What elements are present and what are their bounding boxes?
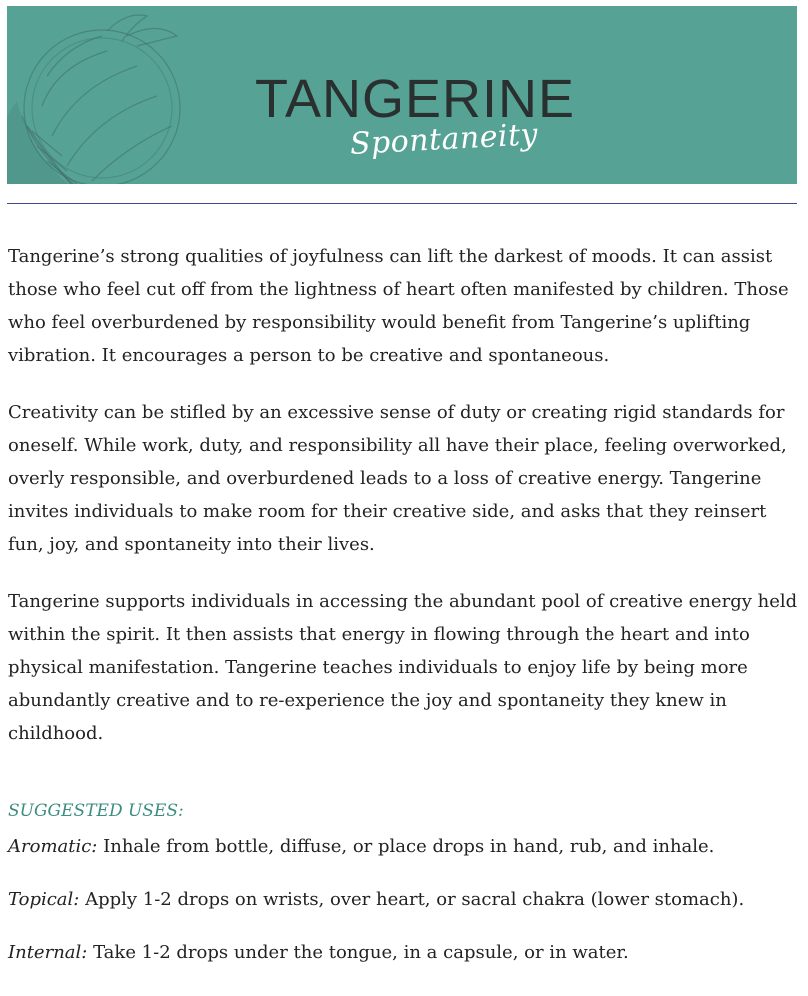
use-label: Aromatic: (8, 836, 98, 857)
use-topical (8, 883, 800, 916)
suggested-uses-heading: SUGGESTED USES: (8, 801, 184, 821)
tangerine-fruit-illustration-icon (7, 6, 207, 184)
article-body (8, 240, 800, 989)
use-internal (8, 936, 800, 969)
use-text: Take 1-2 drops under the tongue, in a capsule, or in water. (87, 942, 629, 963)
page-subtitle: Spontaneity (349, 117, 539, 162)
paragraph-creativity: Creativity can be stifled by an excessive sense of duty or creating rigid standards for oneself. While work, duty, and responsibility all have their place, feeling overworked, overly responsible, and overburdened leads to a loss of creative energy. Tangerine invites individuals to make room for their creative side, and asks that they reinsert fun, joy, and spontaneity into their lives. (8, 402, 787, 555)
use-text: Inhale from bottle, diffuse, or place drops in hand, rub, and inhale. (97, 836, 715, 857)
page-title: TANGERINE (255, 69, 576, 129)
header-banner (7, 6, 797, 184)
paragraph-abundance: Tangerine supports individuals in accessing the abundant pool of creative energy held within the spirit. It then assists that energy in flowing through the heart and into physical manifestation. Tangerine teaches individuals to enjoy life by being more abundantly creative and to re-experience the joy and spontaneity they knew in childhood. (8, 591, 798, 744)
paragraph-joyfulness: Tangerine’s strong qualities of joyfulness can lift the darkest of moods. It can assist those who feel cut off from the lightness of heart often manifested by children. Those who feel overburdened by responsibility would benefit from Tangerine’s uplifting vibration. It encourages a person to be creative and spontaneous. (8, 246, 789, 366)
divider (7, 203, 797, 204)
use-aromatic (8, 830, 800, 863)
use-text: Apply 1-2 drops on wrists, over heart, or sacral chakra (lower stomach). (79, 889, 745, 910)
use-label: Topical: (8, 889, 80, 910)
use-label: Internal: (8, 942, 88, 963)
